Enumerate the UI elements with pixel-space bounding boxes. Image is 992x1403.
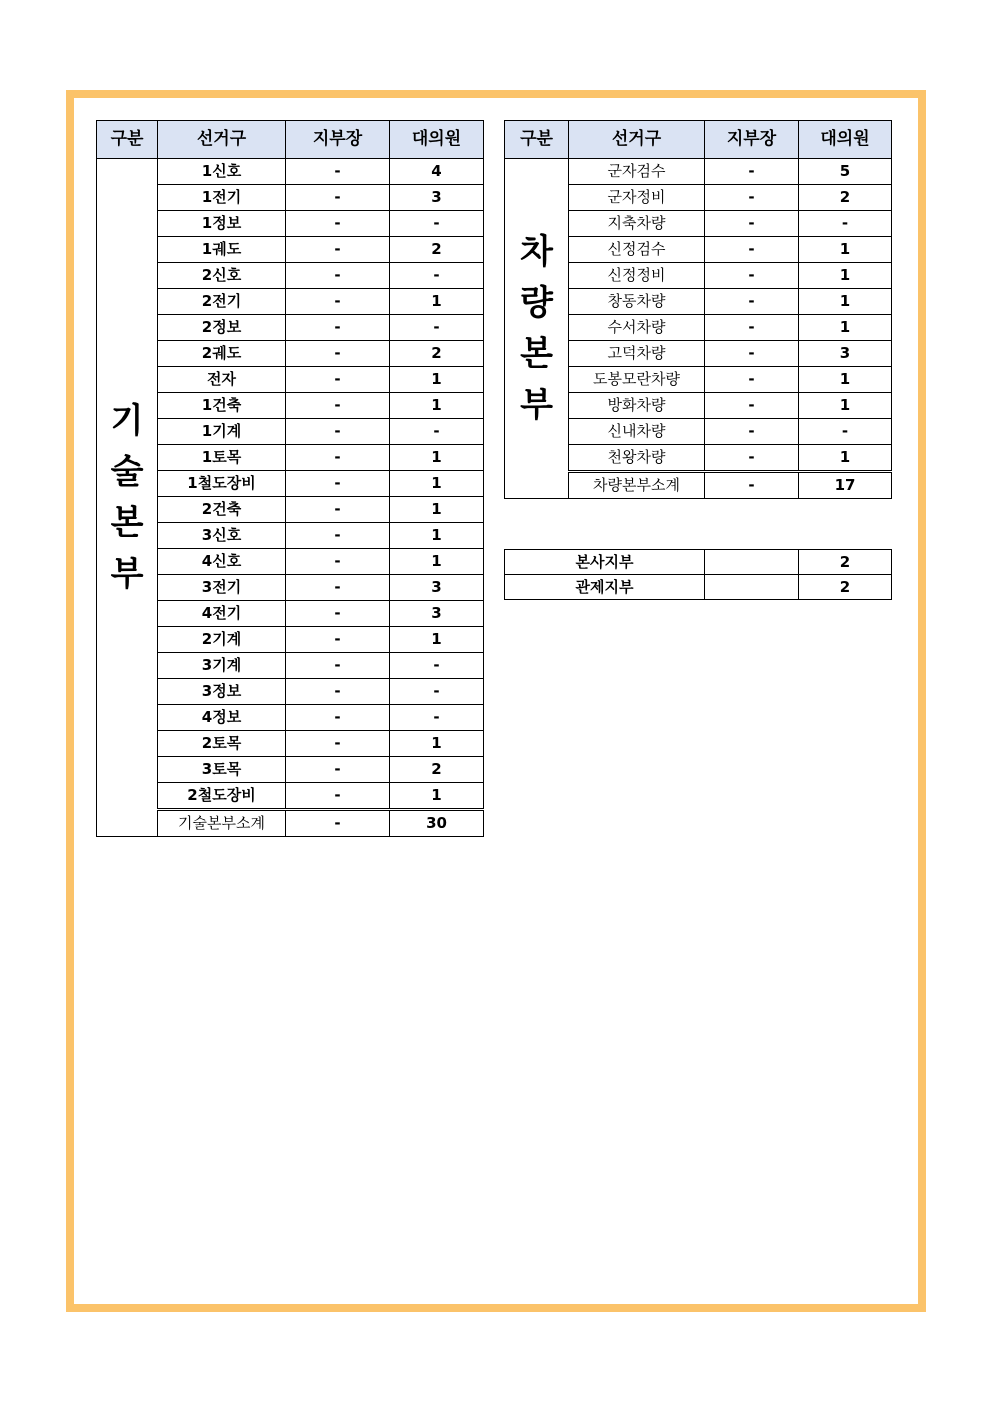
delegate-count: 4 <box>390 159 484 185</box>
district-name: 군자정비 <box>569 185 705 211</box>
delegate-count: 3 <box>390 575 484 601</box>
chief-count: - <box>286 211 390 237</box>
chief-count: - <box>286 653 390 679</box>
delegate-count: - <box>799 211 892 237</box>
table-row <box>505 575 892 600</box>
delegate-count: 1 <box>390 445 484 471</box>
district-name: 1궤도 <box>158 237 286 263</box>
division-group-char: 본 <box>110 502 144 543</box>
district-name: 2전기 <box>158 289 286 315</box>
district-name: 창동차량 <box>569 289 705 315</box>
delegate-count: - <box>390 705 484 731</box>
delegate-count: - <box>390 419 484 445</box>
delegate-count: 1 <box>799 263 892 289</box>
header-category: 구분 <box>505 121 569 159</box>
delegate-count: 1 <box>390 471 484 497</box>
district-name: 신내차량 <box>569 419 705 445</box>
delegate-count: 1 <box>799 237 892 263</box>
chief-count: - <box>705 237 799 263</box>
subtotal-chief: - <box>705 472 799 499</box>
chief-count: - <box>286 757 390 783</box>
delegate-count: 1 <box>390 497 484 523</box>
chief-count: - <box>286 159 390 185</box>
district-name: 군자검수 <box>569 159 705 185</box>
chief-count: - <box>286 237 390 263</box>
branch-name: 관제지부 <box>505 575 705 600</box>
other-branches-table <box>504 549 892 600</box>
table-header-row <box>505 121 892 159</box>
district-name: 4정보 <box>158 705 286 731</box>
delegate-count: 2 <box>799 185 892 211</box>
district-name: 1건축 <box>158 393 286 419</box>
chief-count: - <box>705 367 799 393</box>
district-name: 1정보 <box>158 211 286 237</box>
district-name: 2기계 <box>158 627 286 653</box>
division-group-char: 량 <box>520 282 553 323</box>
chief-count: - <box>705 393 799 419</box>
delegate-count: 1 <box>390 549 484 575</box>
district-name: 3토목 <box>158 757 286 783</box>
district-name: 천왕차량 <box>569 445 705 472</box>
chief-count: - <box>286 419 390 445</box>
subtotal-name: 차량본부소계 <box>569 472 705 499</box>
delegate-count: - <box>390 679 484 705</box>
district-name: 2건축 <box>158 497 286 523</box>
district-name: 수서차량 <box>569 315 705 341</box>
header-district: 선거구 <box>158 121 286 159</box>
delegate-count: 3 <box>799 341 892 367</box>
delegate-count: - <box>390 315 484 341</box>
chief-count: - <box>286 315 390 341</box>
chief-count: - <box>286 393 390 419</box>
delegate-count: 1 <box>799 367 892 393</box>
tech-division-table <box>96 120 484 837</box>
chief-count: - <box>286 341 390 367</box>
delegate-count: 2 <box>390 341 484 367</box>
subtotal-delegates: 17 <box>799 472 892 499</box>
district-name: 도봉모란차량 <box>569 367 705 393</box>
header-district: 선거구 <box>569 121 705 159</box>
division-group-char: 부 <box>520 384 553 425</box>
district-name: 4신호 <box>158 549 286 575</box>
district-name: 1신호 <box>158 159 286 185</box>
chief-count: - <box>286 289 390 315</box>
district-name: 2궤도 <box>158 341 286 367</box>
division-group-char: 술 <box>110 451 144 492</box>
chief-count: - <box>286 497 390 523</box>
division-group-char: 차 <box>520 231 553 272</box>
chief-count: - <box>286 367 390 393</box>
chief-count: - <box>705 211 799 237</box>
chief-count: - <box>286 185 390 211</box>
delegate-count: - <box>799 419 892 445</box>
district-name: 2신호 <box>158 263 286 289</box>
chief-count: - <box>286 263 390 289</box>
chief-count: - <box>286 549 390 575</box>
chief-count: - <box>705 159 799 185</box>
district-name: 2철도장비 <box>158 783 286 810</box>
delegate-count: 3 <box>390 601 484 627</box>
delegate-count: 1 <box>799 315 892 341</box>
delegate-count: 5 <box>799 159 892 185</box>
district-name: 1기계 <box>158 419 286 445</box>
district-name: 3신호 <box>158 523 286 549</box>
delegate-count: 2 <box>390 237 484 263</box>
district-name: 1토목 <box>158 445 286 471</box>
chief-count: - <box>286 601 390 627</box>
branch-name: 본사지부 <box>505 550 705 575</box>
district-name: 고덕차량 <box>569 341 705 367</box>
district-name: 방화차량 <box>569 393 705 419</box>
chief-count: - <box>286 575 390 601</box>
header-delegates: 대의원 <box>799 121 892 159</box>
table-row <box>505 159 892 185</box>
chief-count: - <box>705 315 799 341</box>
chief-count: - <box>705 185 799 211</box>
chief-count: - <box>705 289 799 315</box>
chief-count: - <box>705 263 799 289</box>
delegate-count: - <box>390 211 484 237</box>
division-group-label <box>97 159 158 837</box>
delegate-count: 1 <box>390 523 484 549</box>
district-name: 2토목 <box>158 731 286 757</box>
delegate-count: 1 <box>390 731 484 757</box>
chief-count: - <box>286 731 390 757</box>
table-row <box>505 550 892 575</box>
chief-count: - <box>286 679 390 705</box>
subtotal-name: 기술본부소계 <box>158 810 286 837</box>
delegate-count: 1 <box>390 627 484 653</box>
chief-count <box>705 550 799 575</box>
header-chief: 지부장 <box>705 121 799 159</box>
header-delegates: 대의원 <box>390 121 484 159</box>
delegate-count: 2 <box>799 550 892 575</box>
district-name: 4전기 <box>158 601 286 627</box>
chief-count: - <box>286 523 390 549</box>
district-name: 1철도장비 <box>158 471 286 497</box>
delegate-count: - <box>390 263 484 289</box>
district-name: 2정보 <box>158 315 286 341</box>
district-name: 3정보 <box>158 679 286 705</box>
subtotal-chief: - <box>286 810 390 837</box>
table-header-row <box>97 121 484 159</box>
chief-count: - <box>705 341 799 367</box>
chief-count <box>705 575 799 600</box>
delegate-count: 2 <box>799 575 892 600</box>
division-group-label <box>505 159 569 499</box>
chief-count: - <box>286 471 390 497</box>
district-name: 전자 <box>158 367 286 393</box>
delegate-count: 1 <box>390 393 484 419</box>
district-name: 3기계 <box>158 653 286 679</box>
delegate-count: 1 <box>799 445 892 472</box>
chief-count: - <box>286 783 390 810</box>
chief-count: - <box>705 445 799 472</box>
division-group-char: 본 <box>520 333 553 374</box>
district-name: 지축차량 <box>569 211 705 237</box>
delegate-count: 1 <box>390 783 484 810</box>
chief-count: - <box>286 627 390 653</box>
district-name: 신정정비 <box>569 263 705 289</box>
delegate-count: 1 <box>799 393 892 419</box>
chief-count: - <box>286 705 390 731</box>
delegate-count: - <box>390 653 484 679</box>
delegate-count: 2 <box>390 757 484 783</box>
division-group-char: 부 <box>110 553 144 594</box>
delegate-count: 3 <box>390 185 484 211</box>
header-chief: 지부장 <box>286 121 390 159</box>
delegate-count: 1 <box>390 367 484 393</box>
chief-count: - <box>705 419 799 445</box>
delegate-count: 1 <box>390 289 484 315</box>
header-category: 구분 <box>97 121 158 159</box>
delegate-count: 1 <box>799 289 892 315</box>
district-name: 3전기 <box>158 575 286 601</box>
division-group-char: 기 <box>110 400 144 441</box>
vehicle-division-table <box>504 120 892 499</box>
table-row <box>97 159 484 185</box>
subtotal-delegates: 30 <box>390 810 484 837</box>
district-name: 신정검수 <box>569 237 705 263</box>
district-name: 1전기 <box>158 185 286 211</box>
chief-count: - <box>286 445 390 471</box>
